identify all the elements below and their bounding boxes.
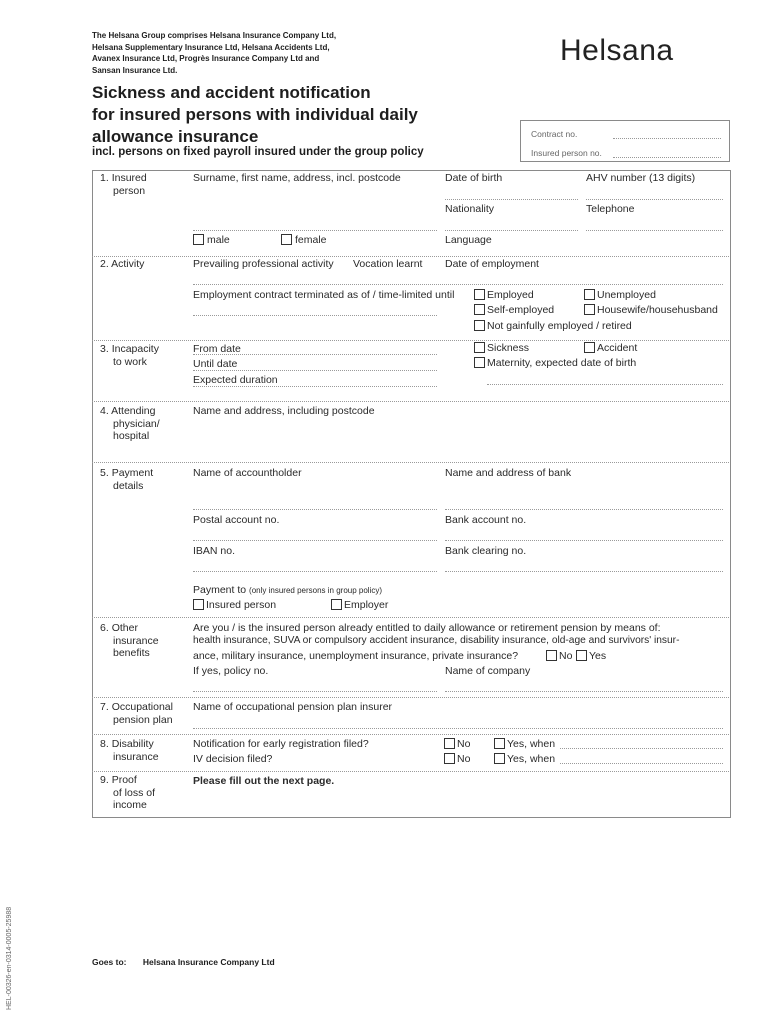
section-number: 1.: [100, 172, 109, 184]
helsana-logo: Helsana: [560, 34, 674, 67]
until-date-field[interactable]: [193, 370, 437, 371]
bank-name-field[interactable]: [445, 509, 723, 510]
section-title: Disability: [111, 738, 154, 750]
ahv-number-field[interactable]: [586, 199, 723, 200]
section-number: 8.: [100, 738, 109, 750]
insured-person-checkbox[interactable]: [193, 599, 204, 610]
physician-address-label: Name and address, including postcode: [193, 405, 375, 417]
bank-clearing-label: Bank clearing no.: [445, 545, 527, 557]
telephone-label: Telephone: [586, 203, 635, 215]
vocation-learnt-label: Vocation learnt: [353, 258, 423, 270]
other-benefits-yes-label: Yes: [589, 650, 607, 662]
name-address-field[interactable]: [193, 230, 437, 231]
prevailing-activity-label: Prevailing professional activity: [193, 258, 334, 270]
employed-label: Employed: [487, 289, 534, 301]
section-title: Insured: [111, 172, 147, 184]
company-line: Sansan Insurance Ltd.: [92, 65, 178, 75]
pension-insurer-field[interactable]: [193, 728, 723, 729]
early-registration-yes-checkbox[interactable]: [494, 738, 505, 749]
other-benefits-question-3: ance, military insurance, unemployment insurance, private insurance?: [193, 650, 519, 662]
company-line: The Helsana Group comprises Helsana Insurance Company Ltd,: [92, 31, 337, 40]
section-title: Occupational: [111, 701, 173, 713]
section-divider: [92, 401, 729, 402]
payment-to-label: [193, 584, 382, 597]
reference-box: [520, 120, 730, 162]
section-number: 9.: [100, 774, 109, 786]
section-title: hospital: [113, 430, 150, 442]
section-title: Payment: [111, 467, 154, 479]
expected-duration-field[interactable]: [193, 386, 437, 387]
activity-field[interactable]: [193, 284, 723, 285]
section-2-heading: [100, 258, 144, 271]
employer-checkbox[interactable]: [331, 599, 342, 610]
iv-decision-label: IV decision filed?: [193, 753, 273, 765]
section-divider: [92, 256, 729, 257]
telephone-field[interactable]: [586, 230, 723, 231]
self-employed-label: Self-employed: [487, 304, 555, 316]
iban-field[interactable]: [193, 571, 437, 572]
name-address-label: Surname, first name, address, incl. postcode: [193, 172, 401, 184]
insured-person-no-field[interactable]: [613, 157, 721, 158]
section-title: pension plan: [113, 713, 173, 726]
unemployed-checkbox[interactable]: [584, 289, 595, 300]
early-registration-no-checkbox[interactable]: [444, 738, 455, 749]
female-label: female: [295, 234, 327, 246]
section-7-heading: [100, 701, 173, 726]
insured-person-label: Insured person: [206, 599, 277, 611]
accountholder-label: Name of accountholder: [193, 467, 302, 479]
footer: [92, 957, 275, 967]
form-subtitle: incl. persons on fixed payroll insured under the group policy: [92, 146, 424, 158]
payment-to-text: Payment to: [193, 584, 247, 596]
other-benefits-no-checkbox[interactable]: [546, 650, 557, 661]
section-divider: [92, 697, 729, 698]
accountholder-field[interactable]: [193, 509, 437, 510]
unemployed-label: Unemployed: [597, 289, 656, 301]
policy-no-label: If yes, policy no.: [193, 665, 269, 677]
not-gainfully-checkbox[interactable]: [474, 320, 485, 331]
not-gainfully-label: Not gainfully employed / retired: [487, 320, 632, 332]
iv-decision-no-label: No: [457, 753, 471, 765]
other-benefits-yes-checkbox[interactable]: [576, 650, 587, 661]
maternity-date-field[interactable]: [487, 384, 723, 385]
postal-account-label: Postal account no.: [193, 514, 280, 526]
section-divider: [92, 771, 729, 772]
contract-terminated-label: Employment contract terminated as of / time-limited until: [193, 289, 455, 301]
section-title: Attending: [111, 405, 156, 417]
date-of-birth-label: Date of birth: [445, 172, 503, 184]
from-date-label: From date: [193, 343, 241, 355]
form-code: HEL-00326-en-0314-0005-25988: [6, 906, 13, 1010]
from-date-field[interactable]: [193, 354, 437, 355]
section-1-heading: [100, 172, 147, 197]
insured-person-no-label: Insured person no.: [531, 148, 602, 158]
expected-duration-label: Expected duration: [193, 374, 278, 386]
section-divider: [92, 340, 729, 341]
section-title: Activity: [111, 258, 145, 270]
title-line: Sickness and accident notification: [92, 83, 371, 102]
early-registration-yes-label: Yes, when: [507, 738, 556, 750]
section-divider: [92, 462, 729, 463]
employed-checkbox[interactable]: [474, 289, 485, 300]
iv-decision-date-field[interactable]: [560, 763, 723, 764]
early-registration-label: Notification for early registration filed?: [193, 738, 369, 750]
date-of-employment-label: Date of employment: [445, 258, 539, 270]
male-checkbox[interactable]: [193, 234, 204, 245]
accident-label: Accident: [597, 342, 638, 354]
other-benefits-question-2: health insurance, SUVA or compulsory accident insurance, disability insurance, old-age and survivors' insur-: [193, 635, 680, 646]
company-line: Avanex Insurance Ltd, Progrès Insurance Company Ltd and: [92, 54, 320, 63]
section-title: insurance: [113, 750, 159, 763]
company-info: [92, 30, 336, 76]
section-number: 6.: [100, 622, 109, 634]
section-number: 3.: [100, 343, 109, 355]
other-benefits-no-label: No: [559, 650, 573, 662]
section-9-heading: [100, 774, 155, 812]
sickness-label: Sickness: [487, 342, 530, 354]
housewife-checkbox[interactable]: [584, 304, 595, 315]
company-name-label: Name of company: [445, 665, 531, 677]
payment-to-note: (only insured persons in group policy): [249, 586, 383, 595]
section-4-heading: [100, 405, 160, 443]
postal-account-field[interactable]: [193, 540, 437, 541]
female-checkbox[interactable]: [281, 234, 292, 245]
section-title: Incapacity: [111, 343, 159, 355]
housewife-label: Housewife/househusband: [597, 304, 718, 316]
iv-decision-yes-label: Yes, when: [507, 753, 556, 765]
section-5-heading: [100, 467, 153, 492]
early-registration-date-field[interactable]: [560, 748, 723, 749]
maternity-checkbox[interactable]: [474, 357, 485, 368]
until-date-label: Until date: [193, 358, 238, 370]
iv-decision-yes-checkbox[interactable]: [494, 753, 505, 764]
contract-no-field[interactable]: [613, 138, 721, 139]
section-number: 7.: [100, 701, 109, 713]
title-line: for insured persons with individual daily: [92, 105, 418, 124]
goes-to-company: Helsana Insurance Company Ltd: [142, 957, 275, 967]
section-title: to work: [113, 355, 147, 368]
date-of-birth-field[interactable]: [445, 199, 578, 200]
self-employed-checkbox[interactable]: [474, 304, 485, 315]
title-line: allowance insurance: [92, 127, 259, 146]
goes-to-label: Goes to:: [92, 957, 127, 967]
form-title: [92, 82, 418, 148]
nationality-field[interactable]: [445, 230, 578, 231]
bank-account-field[interactable]: [445, 540, 723, 541]
other-benefits-question-1: Are you / is the insured person already entitled to daily allowance or retirement pension by means of:: [193, 622, 661, 634]
section-title: benefits: [113, 647, 150, 659]
section-divider: [92, 734, 729, 735]
maternity-label: Maternity, expected date of birth: [487, 357, 637, 369]
ahv-number-label: AHV number (13 digits): [586, 172, 696, 184]
contract-no-label: Contract no.: [531, 129, 578, 139]
section-title: insurance: [113, 634, 159, 647]
bank-account-label: Bank account no.: [445, 514, 527, 526]
company-line: Helsana Supplementary Insurance Ltd, Helsana Accidents Ltd,: [92, 42, 330, 52]
section-title: person: [113, 184, 146, 197]
section-title: income: [113, 799, 147, 811]
section-6-heading: [100, 622, 159, 660]
section-number: 2.: [100, 258, 109, 270]
company-name-field[interactable]: [445, 691, 723, 692]
pension-insurer-label: Name of occupational pension plan insurer: [193, 701, 393, 713]
iv-decision-no-checkbox[interactable]: [444, 753, 455, 764]
section-number: 4.: [100, 405, 109, 417]
section-title: of loss of: [113, 786, 156, 799]
sickness-checkbox[interactable]: [474, 342, 485, 353]
bank-name-label: Name and address of bank: [445, 467, 572, 479]
nationality-label: Nationality: [445, 203, 495, 215]
section-divider: [92, 617, 729, 618]
section-title: details: [113, 479, 144, 492]
accident-checkbox[interactable]: [584, 342, 595, 353]
proof-note: Please fill out the next page.: [193, 775, 335, 787]
language-label: Language: [445, 234, 492, 246]
section-title: Other: [111, 622, 138, 634]
section-number: 5.: [100, 467, 109, 479]
section-title: Proof: [111, 774, 137, 786]
employer-label: Employer: [344, 599, 389, 611]
male-label: male: [207, 234, 230, 246]
section-8-heading: [100, 738, 159, 763]
section-3-heading: [100, 343, 159, 368]
iban-label: IBAN no.: [193, 545, 236, 557]
contract-terminated-field[interactable]: [193, 315, 437, 316]
bank-clearing-field[interactable]: [445, 571, 723, 572]
early-registration-no-label: No: [457, 738, 471, 750]
policy-no-field[interactable]: [193, 691, 437, 692]
section-title: physician/: [113, 417, 160, 430]
